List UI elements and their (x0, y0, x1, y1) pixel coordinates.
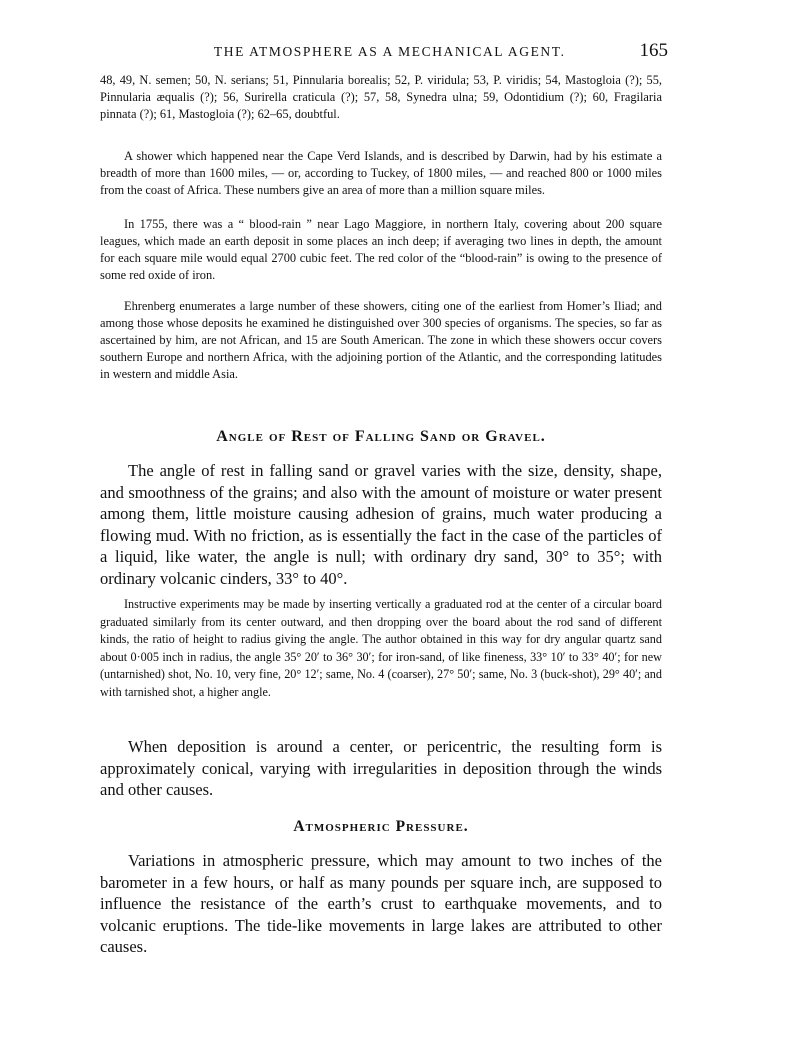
running-head (100, 40, 668, 62)
paragraph-ehrenberg-block (100, 298, 662, 383)
paragraph-experiments: Instructive experiments may be made by inserting vertically a graduated rod at the center of a circular board graduated similarly from its center outward, and then dropping over the board about the rod sand of different kinds, the ratio of height to radius giving the angle. The author obtained in this way for dry angular quartz sand about 0·005 inch in radius, the angle 35° 20′ to 36° 30′; for iron-sand, of like fineness, 33° 10′ to 33° 40′; for new (untarnished) shot, No. 10, very fine, 20° 12′; same, No. 4 (coarser), 27° 50′; same, No. 3 (buck-shot), 29° 40′; and with tarnished shot, a higher angle. (100, 597, 662, 699)
paragraph-ehrenberg: Ehrenberg enumerates a large number of these showers, citing one of the earliest from Homer’s Iliad; and among those whose deposits he examined he distinguished over 300 species of organisms. The species, so far as ascertained by him, are not African, and 15 are South American. The zone in which these showers occur covers southern Europe and northern Africa, with the adjoining portion of the Atlantic, and the corresponding latitudes in western and middle Asia. (100, 299, 662, 381)
paragraph-deposition: When deposition is around a center, or pericentric, the resulting form is approximately conical, varying with irregularities in deposition through the winds and other causes. (100, 737, 662, 799)
paragraph-blood-rain-block (100, 216, 662, 284)
paragraph-blood-rain: In 1755, there was a “ blood-rain ” near Lago Maggiore, in northern Italy, covering about 200 square leagues, which made an earth deposit in some places an inch deep; if averaging two lines in depth, the amount for each square mile would equal 2700 cubic feet. The red color of the “blood-rain” is owing to the presence of some red oxide of iron. (100, 217, 662, 282)
paragraph-experiments-block (100, 596, 662, 701)
paragraph-deposition-block (100, 736, 662, 801)
species-list-block (100, 72, 662, 123)
page-number: 165 (639, 40, 668, 61)
running-title: THE ATMOSPHERE AS A MECHANICAL AGENT. (213, 44, 566, 59)
section-heading-pressure-block (100, 818, 662, 836)
paragraph-cape-verd: A shower which happened near the Cape Verd Islands, and is described by Darwin, had by his estimate a breadth of more than 1600 miles, — or, according to Tuckey, of 1800 miles, — and reached 800 or 1000 miles from the coast of Africa. These numbers give an area of more than a million square miles. (100, 149, 662, 197)
section-heading-angle-block (100, 428, 662, 446)
section-heading-angle: Angle of Rest of Falling Sand or Gravel. (216, 428, 546, 445)
paragraph-pressure: Variations in atmospheric pressure, which may amount to two inches of the barometer in a few hours, or half as many pounds per square inch, are supposed to influence the resistance of the earth’s crust to earthquake movements, and to volcanic eruptions. The tide-like movements in large lakes are attributed to other causes. (100, 851, 662, 956)
species-list: 48, 49, N. semen; 50, N. serians; 51, Pinnularia borealis; 52, P. viridula; 53, P. viridis; 54, Mastogloia (?); 55, Pinnularia æqualis (?); 56, Surirella craticula (?); 57, 58, Synedra ulna; 59, Odontidium (?); 60, Fragilaria pinnata (?); 61, Mastogloia (?); 62–65, doubtful. (100, 73, 662, 121)
section-heading-pressure: Atmospheric Pressure. (293, 818, 469, 835)
paragraph-angle-block (100, 460, 662, 589)
paragraph-pressure-block (100, 850, 662, 958)
paragraph-cape-verd-block (100, 148, 662, 199)
paragraph-angle: The angle of rest in falling sand or gravel varies with the size, density, shape, and smoothness of the grains; and also with the amount of moisture or water present among them, little moisture causing adhesion of grains, much water producing a flowing mud. With no friction, as is essentially the fact in the case of the particles of a liquid, like water, the angle is null; with ordinary dry sand, 30° to 35°; with ordinary volcanic cinders, 33° to 40°. (100, 461, 662, 588)
